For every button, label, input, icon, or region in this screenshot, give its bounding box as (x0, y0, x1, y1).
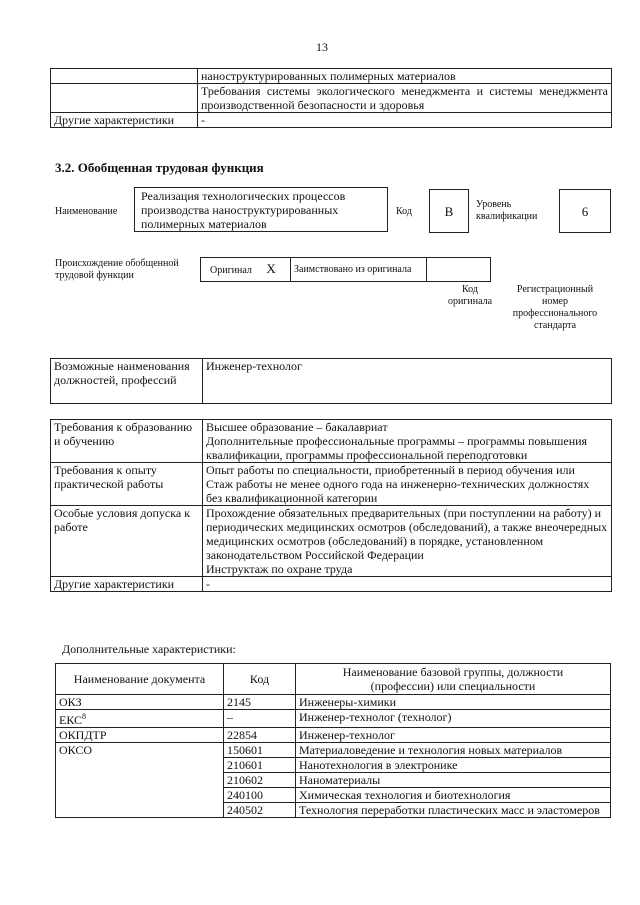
table-row (51, 359, 612, 404)
top-characteristics-table (50, 68, 612, 128)
table-row (56, 695, 611, 710)
code-value: В (444, 204, 454, 219)
table-row (51, 506, 612, 577)
table-cell-label: Особые условия допуска к работе (51, 506, 203, 577)
table-row (51, 420, 612, 463)
level-value-box (559, 189, 611, 233)
original-label: Оригинал (210, 264, 252, 276)
table-cell-value (203, 463, 612, 506)
table-cell-label: Другие характеристики (51, 113, 198, 128)
requirement-line: Прохождение обязательных предварительных (при поступлении на работу) и периодических медицинских осмотров (обследований), а также внеочередных медицинских осмотров (обследований) в порядке, установленном законодательством Российской Федерации (206, 506, 608, 562)
table-cell-label (51, 69, 198, 84)
name-cell: Инженер-технолог (технолог) (296, 710, 611, 728)
code-original-cell (427, 258, 491, 282)
code-cell: 240100 (224, 788, 296, 803)
doc-cell: ОКПДТР (56, 728, 224, 743)
name-cell: Наноматериалы (296, 773, 611, 788)
doc-cell (56, 710, 224, 728)
table-cell-value: - (198, 113, 612, 128)
table-cell-label: Возможные наименования должностей, профессий (51, 359, 203, 404)
code-cell: 2145 (224, 695, 296, 710)
origin-label: Происхождение обобщенной трудовой функции (55, 258, 179, 281)
name-cell: Химическая технология и биотехнология (296, 788, 611, 803)
requirements-table (50, 419, 612, 592)
name-cell: Инженер-технолог (296, 728, 611, 743)
table-header-row (56, 664, 611, 695)
doc-cell: ОКЗ (56, 695, 224, 710)
table-row (51, 69, 612, 84)
code-cell: 240502 (224, 803, 296, 818)
table-row (51, 113, 612, 128)
table-cell-label (51, 84, 198, 113)
table-cell-label: Требования к образованию и обучению (51, 420, 203, 463)
page-number: 13 (316, 40, 328, 54)
name-cell: Инженеры-химики (296, 695, 611, 710)
code-cell: 210602 (224, 773, 296, 788)
code-cell: 210601 (224, 758, 296, 773)
original-cell (201, 258, 291, 282)
origin-table (200, 257, 605, 282)
doc-text: ЕКС (59, 713, 83, 727)
requirement-line: Дополнительные профессиональные программы – программы повышения квалификации, программы профессиональной переподготовки (206, 434, 588, 462)
requirement-line: Инструктаж по охране труда (206, 562, 353, 576)
code-cell: – (224, 710, 296, 728)
name-cell: Нанотехнология в электронике (296, 758, 611, 773)
requirement-line: Высшее образование – бакалавриат (206, 420, 388, 434)
header-doc: Наименование документа (56, 664, 224, 695)
additional-table (55, 663, 611, 818)
code-value-box (429, 189, 469, 233)
name-cell: Технология переработки пластических масс и эластомеров (296, 803, 611, 818)
original-mark: Х (266, 260, 276, 276)
name-cell: Материаловедение и технология новых материалов (296, 743, 611, 758)
requirement-line: Стаж работы не менее одного года на инженерно-технических должностях без квалификационной категории (206, 477, 590, 505)
code-cell: 150601 (224, 743, 296, 758)
level-label: Уровень квалификации (476, 199, 538, 222)
doc-cell: ОКСО (56, 743, 224, 818)
positions-table (50, 358, 612, 404)
requirement-line: - (206, 577, 210, 591)
borrowed-label: Заимствовано из оригинала (294, 263, 412, 275)
reg-number-caption: Регистрационный номер профессионального стандарта (512, 284, 598, 331)
section-title: 3.2. Обобщенная трудовая функция (55, 160, 264, 175)
header-name: Наименование базовой группы, должности (профессии) или специальности (296, 664, 611, 695)
table-cell-label: Другие характеристики (51, 577, 203, 592)
table-cell-value (203, 506, 612, 577)
table-cell-value (203, 577, 612, 592)
level-value: 6 (581, 204, 589, 219)
table-cell-value: наноструктурированных полимерных материалов (198, 69, 612, 84)
footnote-mark: 8 (82, 712, 87, 721)
table-row (51, 84, 612, 113)
reg-number-cell (491, 258, 606, 282)
code-label: Код (396, 206, 412, 217)
table-cell-value (203, 420, 612, 463)
table-cell-value: Требования системы экологического менеджмента и системы менеджмента производственной безопасности и здоровья (198, 84, 612, 113)
table-cell-value: Инженер-технолог (203, 359, 612, 404)
code-cell: 22854 (224, 728, 296, 743)
table-row (51, 463, 612, 506)
borrowed-cell (291, 258, 427, 282)
name-value: Реализация технологических процессов производства наноструктурированных полимерных материалов (141, 189, 346, 231)
table-row (56, 710, 611, 728)
table-row (56, 743, 611, 758)
table-row (51, 577, 612, 592)
additional-caption: Дополнительные характеристики: (62, 642, 236, 656)
table-cell-label: Требования к опыту практической работы (51, 463, 203, 506)
name-value-box (134, 187, 388, 232)
code-original-caption: Код оригинала (447, 284, 493, 307)
table-row (56, 728, 611, 743)
header-code: Код (224, 664, 296, 695)
name-label: Наименование (55, 206, 118, 217)
requirement-line: Опыт работы по специальности, приобретенный в период обучения или (206, 463, 575, 477)
